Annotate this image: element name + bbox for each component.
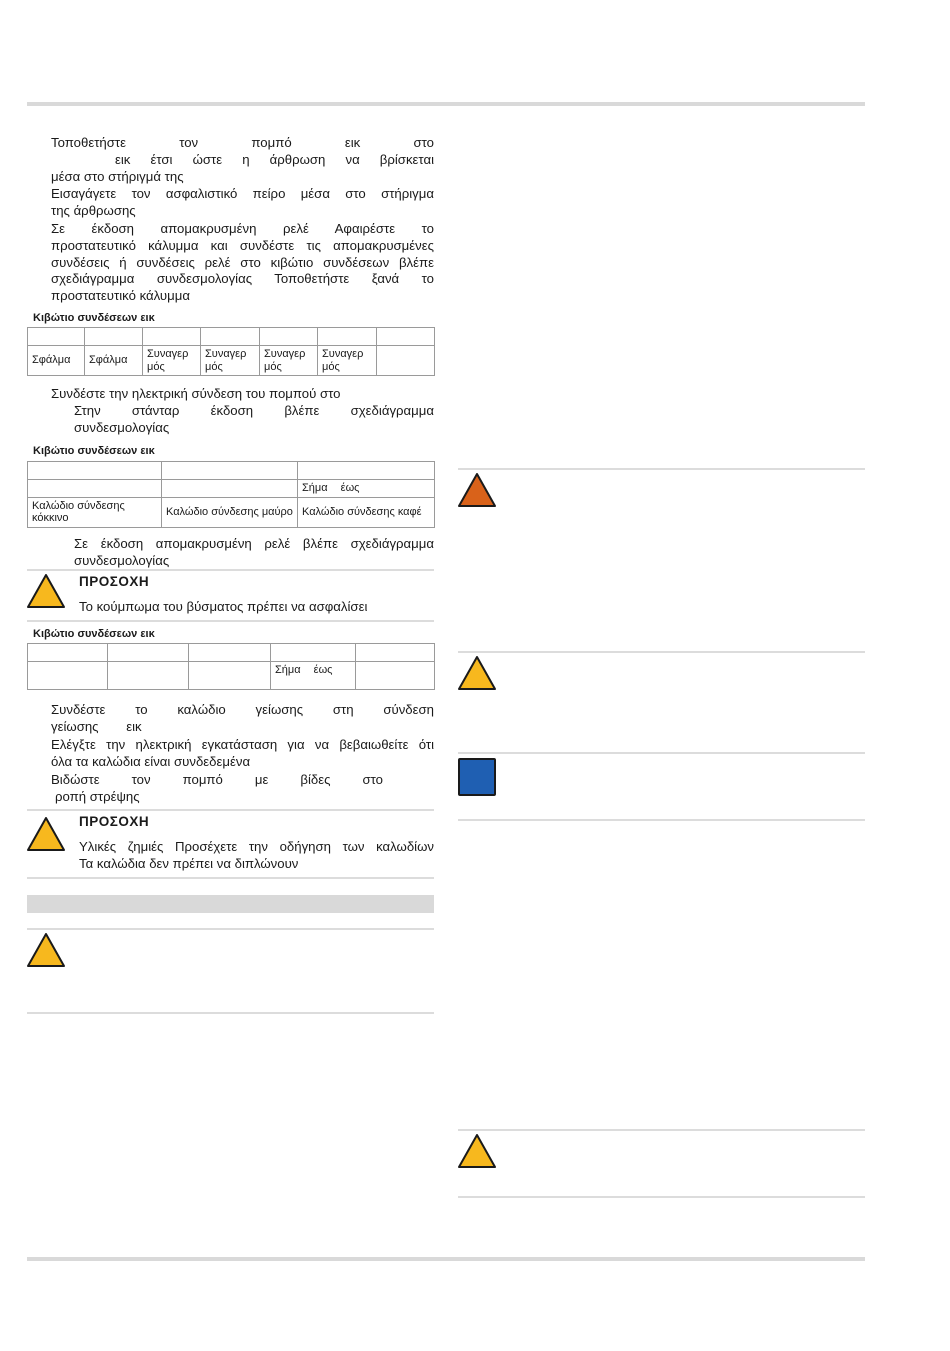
text-line: Σε έκδοση απομακρυσμένη ρελέ βλέπε σχεδιάγραμμα (74, 536, 434, 551)
table-cell: Σφάλμα (28, 346, 85, 376)
table-cell: Καλώδιο σύνδεσης κόκκινο (28, 497, 162, 527)
signal-range: Σήμα έως (298, 480, 435, 498)
text-line: συνδεσμολογίας (74, 419, 170, 435)
step-mount-transmitter (51, 135, 434, 185)
note-divider (27, 620, 434, 622)
text-line: συνδεσμολογίας (74, 552, 170, 568)
table-cell (377, 346, 435, 376)
warning-icon (26, 573, 66, 609)
text-line: της άρθρωσης (51, 202, 136, 218)
step-remote-relay-wiring (51, 536, 434, 570)
text-line: εικ έτσι ώστε η άρθρωση να βρίσκεται (115, 151, 434, 167)
note-divider (27, 809, 434, 811)
text-line: γείωσης εικ (51, 718, 142, 734)
step-screw-transmitter (51, 772, 434, 806)
section-heading-bar (27, 895, 434, 913)
table-cell: Συναγερ μός (260, 346, 318, 376)
terminal-table-3 (27, 643, 435, 690)
text-line: προστατευτικό κάλυμμα και συνδέστε τις απομακρυσμένες (51, 237, 434, 253)
text-line: Σε έκδοση απομακρυσμένη ρελέ Αφαιρέστε το (51, 221, 434, 236)
text-line: Συνδέστε την ηλεκτρική σύνδεση του πομπού στο (51, 386, 341, 401)
text-line: Τοποθετήστε τον πομπό εικ στο (51, 135, 434, 150)
text-line: ροπή στρέψης (55, 788, 140, 804)
caution-text (79, 839, 434, 873)
note-divider (458, 1196, 865, 1198)
table-cell: Σφάλμα (85, 346, 143, 376)
caution-title: ΠΡΟΣΟΧΗ (79, 814, 150, 829)
caution-text: Το κούμπωμα του βύσματος πρέπει να ασφαλίσει (79, 599, 368, 614)
footer-rule (27, 1257, 865, 1261)
note-divider (27, 877, 434, 879)
text-line: προστατευτικό κάλυμμα (51, 288, 190, 304)
text-line: μέσα στο στήριγμά της (51, 168, 184, 184)
table1-caption: Κιβώτιο συνδέσεων εικ (33, 312, 155, 324)
step-remote-relay (51, 221, 434, 305)
warning-icon (457, 655, 497, 691)
header-rule (27, 102, 865, 106)
text-line: Εισαγάγετε τον ασφαλιστικό πείρο μέσα στο στήριγμα (51, 186, 434, 201)
step-insert-pin (51, 186, 434, 220)
table-cell: Καλώδιο σύνδεσης καφέ (298, 497, 435, 527)
text-line: συνδέσεις ή συνδέσεις ρελέ στο κιβώτιο συνδέσεων βλέπε (51, 254, 434, 270)
terminal-table-2 (27, 461, 435, 528)
text-line: Υλικές ζημιές Προσέχετε την οδήγηση των καλωδίων (79, 839, 434, 854)
table-cell: Συναγερ μός (318, 346, 377, 376)
note-divider (27, 1012, 434, 1014)
note-divider (458, 468, 865, 470)
step-electrical-connection (51, 386, 434, 436)
text-line: Τα καλώδια δεν πρέπει να διπλώνουν (79, 855, 299, 871)
warning-icon (26, 816, 66, 852)
warning-icon (457, 1133, 497, 1169)
note-divider (458, 1129, 865, 1131)
danger-icon (457, 472, 497, 508)
note-divider (458, 651, 865, 653)
terminal-table-1 (27, 327, 435, 376)
note-divider (458, 752, 865, 754)
note-divider (27, 569, 434, 571)
info-icon (458, 758, 496, 796)
text-line: Βιδώστε τον πομπό με βίδες στο (51, 772, 383, 787)
text-line: όλα τα καλώδια είναι συνδεδεμένα (51, 753, 251, 769)
step-ground-wire (51, 702, 434, 736)
warning-icon (26, 932, 66, 968)
note-divider (458, 819, 865, 821)
step-check-install (51, 737, 434, 771)
table-cell: Συναγερ μός (201, 346, 260, 376)
caution-title: ΠΡΟΣΟΧΗ (79, 574, 150, 589)
note-divider (27, 928, 434, 930)
signal-range: Σήμα έως (271, 662, 356, 690)
table-cell: Συναγερ μός (143, 346, 201, 376)
table-cell: Καλώδιο σύνδεσης μαύρο (162, 497, 298, 527)
text-line: σχεδιάγραμμα συνδεσμολογίας Τοποθετήστε ξανά το (51, 271, 434, 287)
text-line: Ελέγξτε την ηλεκτρική εγκατάσταση για να βεβαιωθείτε ότι (51, 737, 434, 752)
table2-caption: Κιβώτιο συνδέσεων εικ (33, 445, 155, 457)
text-line: Συνδέστε το καλώδιο γείωσης στη σύνδεση (51, 702, 434, 717)
table3-caption: Κιβώτιο συνδέσεων εικ (33, 628, 155, 640)
text-line: Στην στάνταρ έκδοση βλέπε σχεδιάγραμμα (74, 402, 434, 418)
